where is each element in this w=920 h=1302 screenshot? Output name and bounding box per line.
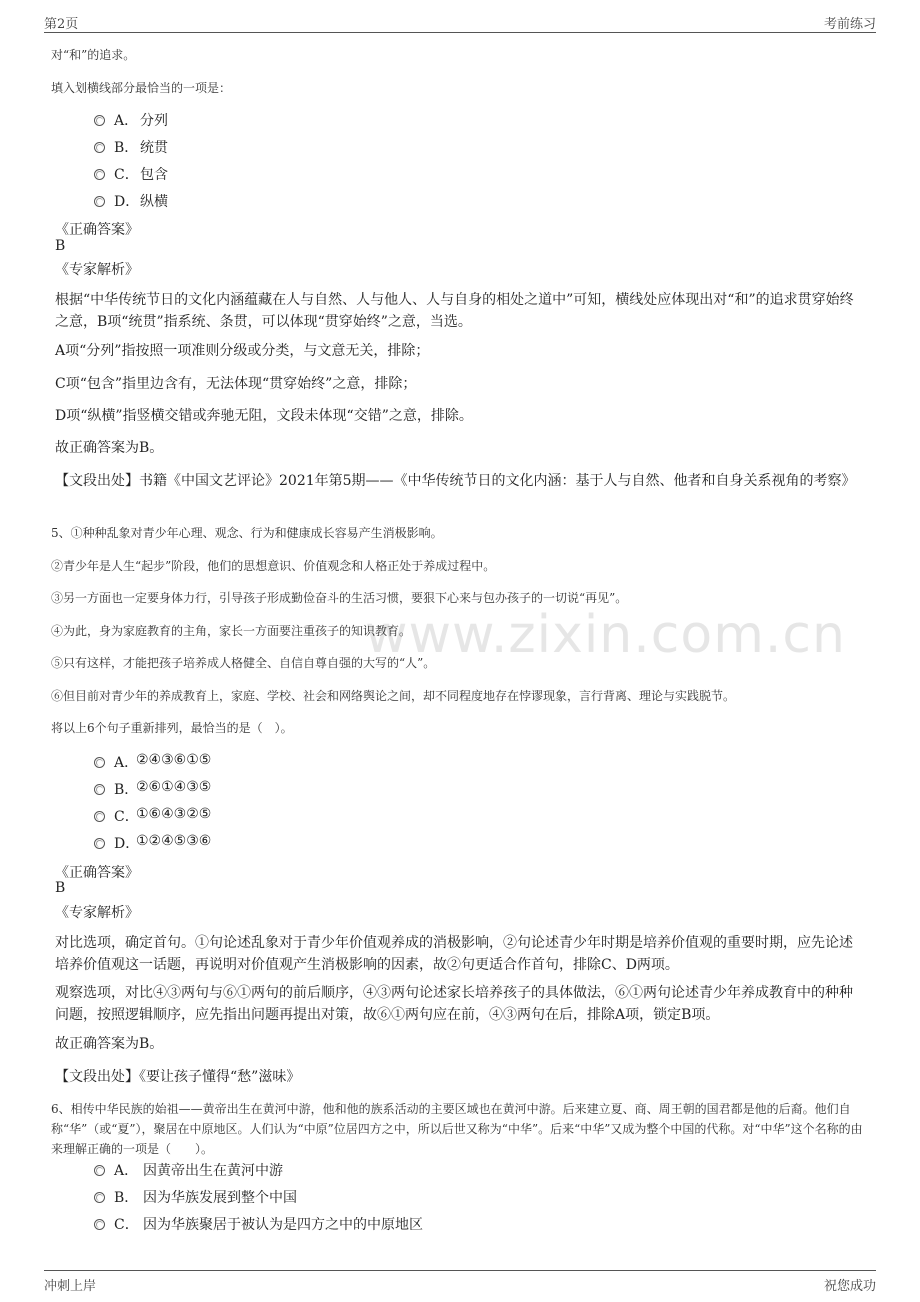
q5-sentence: ④为此，身为家庭教育的主角，家长一方面要注重孩子的知识教育。 xyxy=(51,624,412,638)
radio-icon[interactable] xyxy=(94,784,105,795)
q4-analysis-label: 《专家解析》 xyxy=(55,262,139,278)
footer-left-label: 冲刺上岸 xyxy=(44,1279,97,1294)
page-footer xyxy=(44,1270,876,1295)
q5-sentence: ②青少年是人生“起步”阶段，他们的思想意识、价值观念和人格正处于养成过程中。 xyxy=(51,559,496,573)
radio-icon[interactable] xyxy=(94,115,105,126)
radio-icon[interactable] xyxy=(94,1219,105,1230)
q5-answer: B xyxy=(55,880,66,896)
page-number-label: 第2页 xyxy=(44,17,79,32)
q5-sentence: ⑤只有这样，才能把孩子培养成人格健全、自信自尊自强的大写的“人”。 xyxy=(51,656,436,670)
q4-answer-label: 《正确答案》 xyxy=(55,222,139,238)
radio-icon[interactable] xyxy=(94,196,105,207)
q5-analysis-label: 《专家解析》 xyxy=(55,905,139,921)
q4-analysis-paragraph: C项“包含”指里边含有，无法体现“贯穿始终”之意，排除； xyxy=(55,376,417,392)
q4-prompt: 填入划横线部分最恰当的一项是： xyxy=(51,81,232,95)
q4-answer: B xyxy=(55,238,66,254)
header-title: 考前练习 xyxy=(823,17,876,32)
watermark: www.zixin.com.cn xyxy=(365,605,846,665)
q5-conclusion: 故正确答案为B。 xyxy=(55,1036,164,1052)
q5-sentence: 5、①种种乱象对青少年心理、观念、行为和健康成长容易产生消极影响。 xyxy=(51,526,443,540)
q5-analysis-paragraph: 观察选项，对比④③两句与⑥①两句的前后顺序，④③两句论述家长培养孩子的具体做法，⑥①两句论述青少年养成教育中的种种问题，按照逻辑顺序，应先指出问题再提出对策，故⑥①两句应在前，④③两句在后，排除A项，锁定B项。 xyxy=(55,985,853,1023)
page-header xyxy=(44,10,876,33)
q4-stem-tail: 对“和”的追求。 xyxy=(51,48,136,62)
radio-icon[interactable] xyxy=(94,838,105,849)
radio-icon[interactable] xyxy=(94,1165,105,1176)
radio-icon[interactable] xyxy=(94,757,105,768)
radio-icon[interactable] xyxy=(94,1192,105,1203)
q5-answer-label: 《正确答案》 xyxy=(55,865,139,881)
q4-conclusion: 故正确答案为B。 xyxy=(55,440,164,456)
radio-icon[interactable] xyxy=(94,811,105,822)
footer-right-label: 祝您成功 xyxy=(823,1279,876,1294)
q5-prompt: 将以上6个句子重新排列，最恰当的是（ ）。 xyxy=(51,721,293,735)
q4-analysis-paragraph: 根据“中华传统节日的文化内涵蕴藏在人与自然、人与他人、人与自身的相处之道中”可知，横线处应体现出对“和”的追求贯穿始终之意，B项“统贯”指系统、条贯，可以体现“贯穿始终”之意，当选。 xyxy=(55,292,854,330)
q5-sentence: ⑥但目前对青少年的养成教育上，家庭、学校、社会和网络舆论之间，却不同程度地存在悖谬现象，言行背离、理论与实践脱节。 xyxy=(51,689,736,703)
q6-stem: 6、相传中华民族的始祖——黄帝出生在黄河中游，他和他的族系活动的主要区域也在黄河中游。后来建立夏、商、周王朝的国君都是他的后裔。他们自称“华”（或“夏”），聚居在中原地区。人们认为“中原”位居四方之中，所以后世又称为“中华”。后来“中华”又成为整个中国的代称。对“中华”这个名称的由来理解正确的一项是（ ）。 xyxy=(51,1102,863,1156)
q4-analysis-paragraph: A项“分列”指按照一项准则分级或分类，与文意无关，排除； xyxy=(55,343,430,359)
q4-source: 【文段出处】书籍《中国文艺评论》2021年第5期——《中华传统节日的文化内涵：基于人与自然、他者和自身关系视角的考察》 xyxy=(55,473,856,489)
radio-icon[interactable] xyxy=(94,169,105,180)
q4-analysis-paragraph: D项“纵横”指竖横交错或奔驰无阻，文段未体现“交错”之意，排除。 xyxy=(55,408,473,424)
q5-analysis-paragraph: 对比选项，确定首句。①句论述乱象对于青少年价值观养成的消极影响，②句论述青少年时期是培养价值观的重要时期，应先论述培养价值观这一话题，再说明对价值观产生消极影响的因素，故②句更适合作首句，排除C、D两项。 xyxy=(55,935,853,973)
q5-source: 【文段出处】《要让孩子懂得“愁”滋味》 xyxy=(55,1069,301,1085)
q5-sentence: ③另一方面也一定要身体力行，引导孩子形成勤俭奋斗的生活习惯，要狠下心来与包办孩子的一切说“再见”。 xyxy=(51,591,628,605)
radio-icon[interactable] xyxy=(94,142,105,153)
